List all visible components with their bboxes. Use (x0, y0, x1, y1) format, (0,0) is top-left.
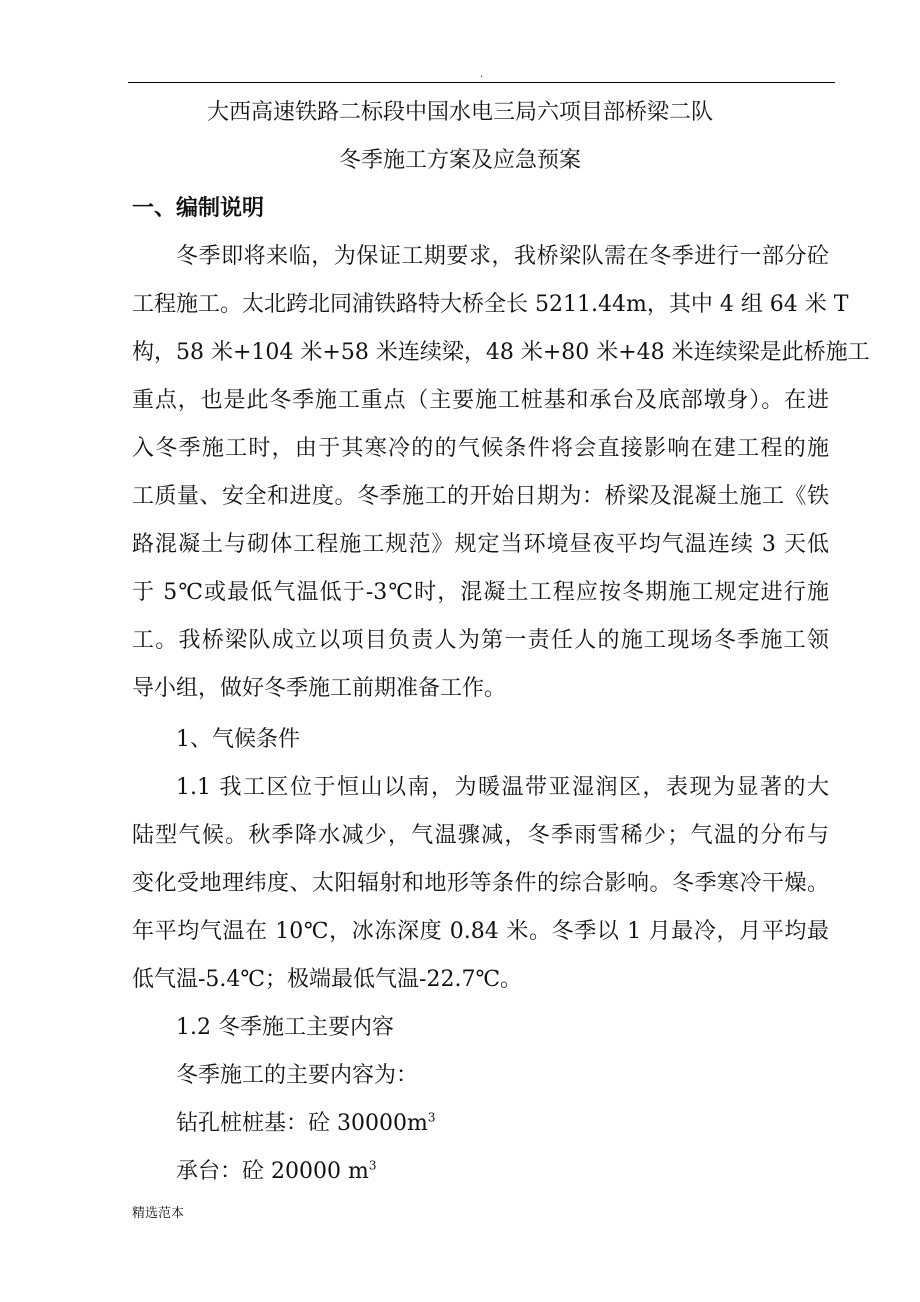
paragraph-line: 路混凝土与砌体工程施工规范》规定当环境昼夜平均气温连续 3 天低 (132, 532, 829, 557)
paragraph-line: 于 5℃或最低气温低于-3℃时，混凝土工程应按冬期施工规定进行施 (132, 580, 829, 605)
item-pile-text: 钻孔桩桩基：砼 30000m (176, 1111, 428, 1136)
document-title-line2: 冬季施工方案及应急预案 (338, 148, 581, 173)
page-footer-label: 精选范本 (132, 1206, 185, 1221)
paragraph-line: 冬季即将来临，为保证工期要求，我桥梁队需在冬季进行一部分砼 (176, 244, 829, 269)
item-pile-cap (176, 1157, 376, 1187)
cubic-superscript: 3 (368, 1158, 377, 1173)
cubic-superscript: 3 (427, 1110, 436, 1125)
paragraph-line: 工质量、安全和进度。冬季施工的开始日期为：桥梁及混凝土施工《铁 (132, 484, 829, 509)
paragraph-line: 工。我桥梁队成立以项目负责人为第一责任人的施工现场冬季施工领 (132, 628, 829, 653)
header-dot: . (480, 69, 484, 80)
paragraph-line: 入冬季施工时，由于其寒冷的的气候条件将会直接影响在建工程的施 (132, 436, 829, 461)
paragraph-line: 陆型气候。秋季降水减少，气温骤减，冬季雨雪稀少；气温的分布与 (132, 823, 829, 848)
paragraph-line: 变化受地理纬度、太阳辐射和地形等条件的综合影响。冬季寒冷干燥。 (132, 871, 829, 896)
content-intro-line: 冬季施工的主要内容为： (176, 1063, 419, 1088)
section-heading-compilation-notes: 一、编制说明 (132, 196, 265, 221)
subsection-heading-climate: 1、气候条件 (176, 727, 300, 752)
paragraph-line: 重点，也是此冬季施工重点（主要施工桩基和承台及底部墩身）。在进 (132, 388, 829, 413)
item-cap-text: 承台：砼 20000 m (176, 1159, 369, 1184)
header-rule (128, 82, 835, 83)
document-title-line1: 大西高速铁路二标段中国水电三局六项目部桥梁二队 (206, 100, 713, 125)
subsection-heading-main-content: 1.2 冬季施工主要内容 (176, 1015, 394, 1040)
paragraph-line: 1.1 我工区位于恒山以南，为暖温带亚湿润区，表现为显著的大 (176, 775, 829, 800)
paragraph-line: 年平均气温在 10℃，冰冻深度 0.84 米。冬季以 1 月最冷，月平均最 (132, 919, 829, 944)
paragraph-line: 低气温-5.4℃；极端最低气温-22.7℃。 (132, 967, 523, 992)
paragraph-line: 构，58 米+104 米+58 米连续梁，48 米+80 米+48 米连续梁是此桥施工 (132, 340, 870, 365)
item-pile-foundation (176, 1109, 435, 1139)
paragraph-line: 导小组，做好冬季施工前期准备工作。 (132, 676, 507, 701)
paragraph-line: 工程施工。太北跨北同浦铁路特大桥全长 5211.44m，其中 4 组 64 米 T (132, 292, 849, 317)
